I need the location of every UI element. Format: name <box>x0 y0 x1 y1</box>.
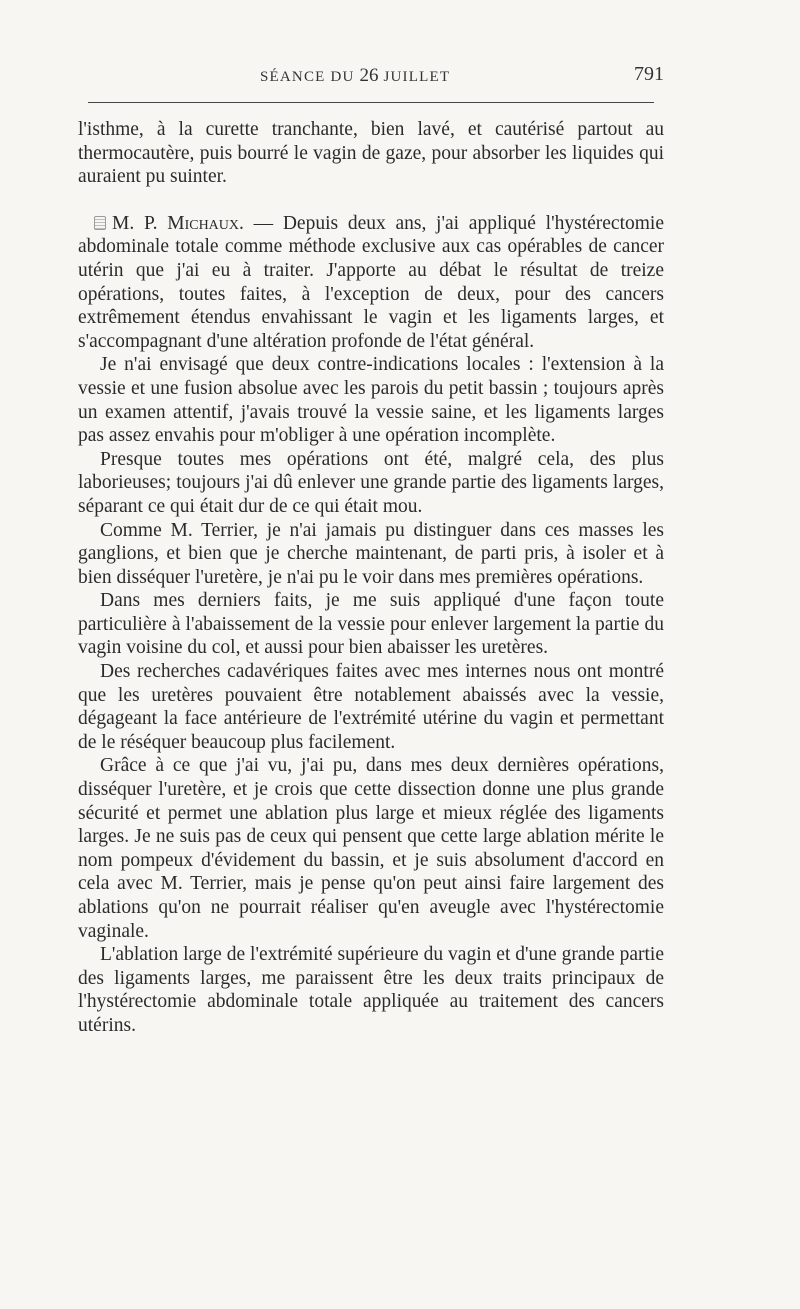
body-text <box>78 118 664 1038</box>
page-header <box>78 63 664 87</box>
header-rule <box>88 102 654 103</box>
paragraph-speech <box>78 212 664 354</box>
paragraph-continuation: l'isthme, à la curette tranchante, bien lavé, et cautérisé partout au thermocautère, puis bourré le vagin de gaze, pour absorber les liquides qui auraient pu suinter. <box>78 119 664 188</box>
paragraph: L'ablation large de l'extrémité supérieure du vagin et d'une grande partie des ligaments larges, me paraissent être les deux traits principaux de l'hystérectomie abdominale totale appliquée au traitement des cancers utérins. <box>78 944 664 1036</box>
margin-mark-icon <box>94 216 106 230</box>
speech-text: — Depuis deux ans, j'ai appliqué l'hystérectomie abdominale totale comme méthode exclusive aux cas opérables de cancer utérin que j'ai eu à traiter. J'apporte au débat le résultat de treize opérations, toutes faites, à l'exception de deux, pour des cancers extrêmement étendus envahissant le vagin et les ligaments larges, et s'accompagnant d'une altération profonde de l'état général. <box>78 212 664 352</box>
running-head-prefix: SÉANCE DU <box>260 69 360 85</box>
running-head-suffix: JUILLET <box>378 69 451 85</box>
speaker-name: M. P. Michaux. <box>112 212 244 234</box>
paragraph: Presque toutes mes opérations ont été, malgré cela, des plus laborieuses; toujours j'ai dû enlever une grande partie des ligaments larges, séparant ce qui était dur de ce qui était mou. <box>78 448 664 517</box>
paragraph: Comme M. Terrier, je n'ai jamais pu distinguer dans ces masses les ganglions, et bien que je cherche maintenant, de parti pris, à isoler et à bien disséquer l'uretère, je n'ai pu le voir dans mes premières opérations. <box>78 519 664 588</box>
paragraph: Grâce à ce que j'ai vu, j'ai pu, dans mes deux dernières opérations, disséquer l'uretère, et je crois que cette dissection donne une plus grande sécurité et permet une ablation plus large et mieux réglée des ligaments larges. Je ne suis pas de ceux qui pensent que cette large ablation mérite le nom pompeux d'évidement du bassin, et je suis absolument d'accord en cela avec M. Terrier, mais je pense qu'on peut ainsi faire largement des ablations qu'on ne pourrait réaliser qu'en aveugle avec l'hystérectomie vaginale. <box>78 755 664 942</box>
running-head-day: 26 <box>359 65 379 86</box>
paragraph: Des recherches cadavériques faites avec mes internes nous ont montré que les uretères pouvaient être notablement abaissés avec la vessie, dégageant la face antérieure de l'extrémité utérine du vagin et permettant de le réséquer beaucoup plus facilement. <box>78 661 664 753</box>
page-number: 791 <box>634 63 664 85</box>
paragraph: Je n'ai envisagé que deux contre-indications locales : l'extension à la vessie et une fusion absolue avec les parois du petit bassin ; toujours après un examen attentif, j'avais trouvé la vessie saine, et les ligaments larges pas assez envahis pour m'obliger à une opération incomplète. <box>78 354 664 447</box>
running-head <box>260 65 450 87</box>
paragraph: Dans mes derniers faits, je me suis appliqué d'une façon toute particulière à l'abaissement de la vessie pour enlever largement la partie du vagin voisine du col, et aussi pour bien abaisser les uretères. <box>78 590 664 659</box>
